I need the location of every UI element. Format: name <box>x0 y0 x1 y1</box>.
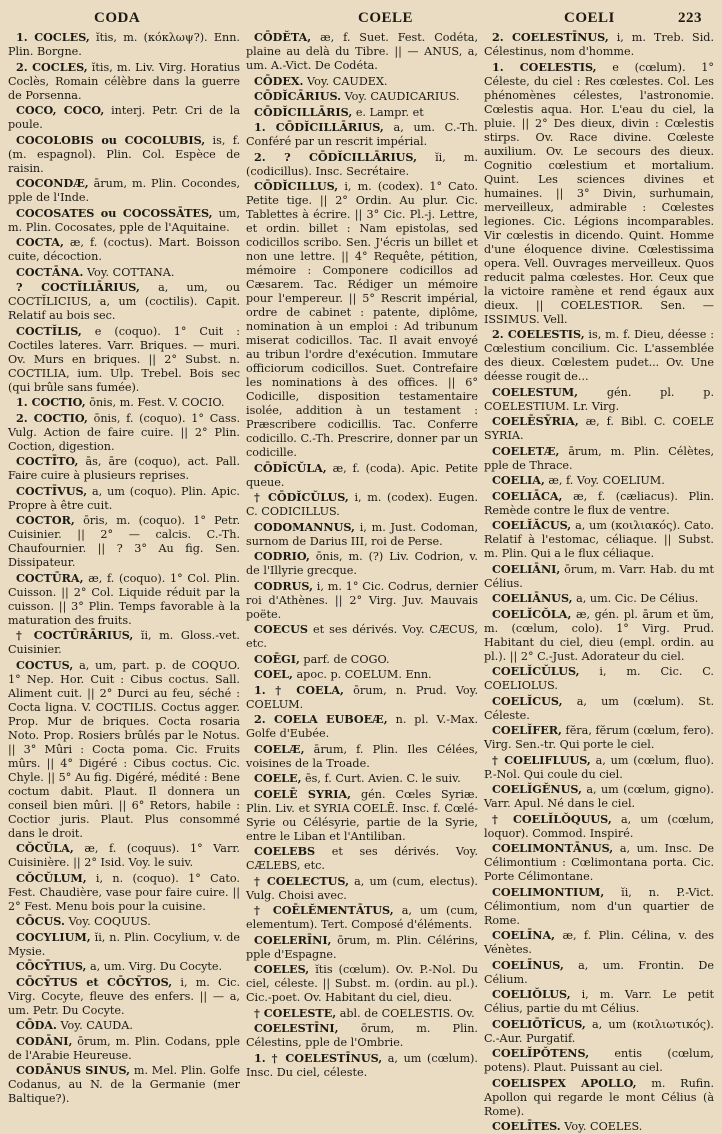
entry-headword: CŌDĬCILLUS, <box>254 179 339 193</box>
entry-headword: 1. COCLES, <box>16 30 90 44</box>
entry-headword: COELĬCUS, <box>492 693 563 708</box>
dictionary-entry <box>484 987 714 1016</box>
dictionary-entry <box>484 591 714 606</box>
entry-definition: a, um, ou COCTĬLICIUS, a, um (coctilis). Capit. Relatif au bois sec. <box>8 281 240 322</box>
dictionary-entry <box>8 571 240 628</box>
header-right-word: COELI <box>564 10 615 26</box>
entry-headword: COELIŎLUS, <box>492 987 571 1001</box>
entry-headword: COELĒ SYRIA, <box>254 786 352 801</box>
entry-definition: æ, f. (coquus). 1° Varr. Cuisinière. || 2° Isid. Voy. le suiv. <box>8 842 240 869</box>
dictionary-entry <box>484 30 714 59</box>
entry-definition: apoc. p. COELUM. Enn. <box>296 668 432 681</box>
dictionary-entry <box>8 454 240 483</box>
entry-headword: COELĒSȲRIA, <box>492 414 579 428</box>
dictionary-entry <box>8 959 240 974</box>
entry-headword: CODRUS, <box>254 578 313 593</box>
entry-headword: COCONDÆ, <box>16 176 89 190</box>
entry-definition: is, f. (m. espagnol). Plin. Col. Espèce de raisin. <box>8 133 240 175</box>
dictionary-entry <box>8 176 240 205</box>
entry-headword: CODOMANNUS, <box>254 519 355 534</box>
dictionary-entry <box>484 60 714 327</box>
entry-definition: e (coquo). 1° Cuit : Coctiles lateres. Varr. Briques. — muri. Ov. Murs en briques. || 2° Subst. n. COCTILIA, ium. Ulp. Trebel. Bois sec (qui brûle sans fumée). <box>8 324 240 394</box>
dictionary-entry <box>246 844 478 873</box>
header-center-word: COELE <box>358 10 414 26</box>
entry-headword: COELĬFER, <box>492 723 562 737</box>
dictionary-entry <box>484 1119 714 1134</box>
dictionary-entry <box>484 414 714 443</box>
entry-headword: COELĬPŎTENS, <box>492 1046 590 1060</box>
entry-headword: COELIMONTĀNUS, <box>492 841 614 855</box>
entry-headword: COEL, <box>254 667 293 681</box>
dictionary-entry <box>484 885 714 928</box>
column-right <box>484 30 715 1133</box>
entry-definition: ōris, m. (coquo). 1° Petr. Cuisinier. || 2° — calcis. C.-Th. Chaufournier. || ? 3° Au fig. Sen. Dissipateur. <box>8 514 241 569</box>
entry-headword: † COELĬLŎQUUS, <box>492 811 612 826</box>
entry-definition: Voy. COQUUS. <box>68 915 151 928</box>
dictionary-entry <box>8 628 240 657</box>
header-left-word: CODA <box>94 10 141 26</box>
dictionary-entry <box>246 1051 478 1080</box>
entry-definition: æ, f. (coctus). Mart. Boisson cuite, décoction. <box>8 236 240 263</box>
entry-definition: ārum, m. Plin. Célètes, pple de Thrace. <box>484 444 714 472</box>
entry-definition: a, um. Insc. De Célimontium : Cœlimontana porta. Cic. Porte Célimontane. <box>484 842 714 883</box>
dictionary-entry <box>246 962 478 1005</box>
dictionary-entry <box>246 652 478 667</box>
dictionary-entry <box>246 105 478 120</box>
entry-headword: COELÆ, <box>254 741 305 756</box>
dictionary-entry <box>246 74 478 89</box>
dictionary-entry <box>484 841 714 884</box>
dictionary-entry <box>8 914 240 929</box>
entry-definition: ōrum, n. Prud. Voy. COELUM. <box>246 683 479 711</box>
dictionary-entry <box>8 133 240 176</box>
dictionary-entry <box>8 103 240 132</box>
entry-headword: COCOSATES ou COCOSSĀTES, <box>16 205 213 220</box>
entry-headword: CŌDĬCILLĀRIS, <box>254 104 353 119</box>
dictionary-entry <box>8 206 240 235</box>
entry-definition: ārum, f. Plin. Iles Célées, voisines de la Troade. <box>246 742 478 770</box>
entry-headword: COELĪNUS, <box>492 957 564 972</box>
entry-headword: COCTĪTO, <box>16 454 79 468</box>
entry-definition: æ, f. Voy. COELIUM. <box>548 474 665 487</box>
entry-definition: a, um. Cic. De Célius. <box>576 592 699 605</box>
entry-headword: COCTĪVUS, <box>16 483 88 498</box>
entry-headword: COCTA, <box>16 235 64 249</box>
entry-definition: æ, f. Bibl. C. COELE SYRIA. <box>484 415 714 442</box>
entry-headword: COELĬCŎLA, <box>492 606 572 621</box>
entry-definition: i, m. Cic. C. COELIOLUS. <box>484 665 714 692</box>
dictionary-entry <box>8 30 240 59</box>
entry-headword: CODĀNI, <box>16 1033 73 1048</box>
entry-headword: CŎCŬLA, <box>16 841 74 855</box>
entry-definition: i, m. Treb. Sid. Célestinus, nom d'homme. <box>484 31 715 58</box>
dictionary-entry <box>246 874 478 903</box>
entry-headword: COELIŌTĬCUS, <box>492 1016 586 1031</box>
entry-headword: 2. ? CŌDĬCILLĀRIUS, <box>254 149 418 164</box>
dictionary-entry <box>246 30 478 73</box>
entry-definition: a, um (κοιλιωτικός). C.-Aur. Purgatif. <box>484 1017 714 1045</box>
dictionary-entry <box>246 89 478 104</box>
entry-definition: ĭtis, m. Liv. Virg. Horatius Coclès, Romain célèbre dans la guerre de Porsenna. <box>8 60 240 102</box>
entry-definition: ēs, f. Curt. Avien. C. le suiv. <box>305 772 461 785</box>
dictionary-entry <box>8 324 240 395</box>
entry-headword: 2. COELESTIS, <box>492 327 585 341</box>
entry-headword: CŌDEX. <box>254 73 304 88</box>
entry-headword: COELIĀNI, <box>492 561 561 576</box>
entry-headword: COELĬĂCUS, <box>492 518 572 532</box>
entry-definition: ōnis, m. Fest. V. COCIO. <box>89 396 225 409</box>
entry-definition: ĭi, n. Plin. Cocylium, v. de Mysie. <box>8 930 241 958</box>
dictionary-entry <box>8 513 240 570</box>
dictionary-entry <box>246 1021 478 1050</box>
entry-definition: æ, f. Plin. Célina, v. des Vénètes. <box>484 929 715 956</box>
entry-headword: COCTŪRA, <box>16 570 84 585</box>
entry-headword: COELĪTES. <box>492 1119 561 1133</box>
entry-definition: æ, f. (coda). Apic. Petite queue. <box>246 461 478 489</box>
entry-definition: fĕra, fĕrum (cœlum, fero). Virg. Sen.-tr. Qui porte le ciel. <box>484 724 714 751</box>
dictionary-entry <box>8 484 240 513</box>
entry-headword: CŌDĬCŬLA, <box>254 460 327 475</box>
entry-headword: COELĬGĔNUS, <box>492 782 582 796</box>
entry-headword: CŌCȲTUS et CŌCȲTOS, <box>16 974 173 989</box>
entry-definition: ĭtis, m. (κόκλωψ?). Enn. Plin. Borgne. <box>8 31 240 58</box>
entry-definition: e. Lampr. et <box>355 105 424 119</box>
entry-headword: CŌDĬCĀRIUS. <box>254 89 342 103</box>
entry-headword: COCTĬLIS, <box>16 323 82 338</box>
dictionary-entry <box>246 903 478 932</box>
entry-definition: ĭi, m. Gloss.-vet. Cuisinier. <box>8 629 240 656</box>
entry-definition: a, um (κοιλιακός). Cato. Relatif à l'estomac, céliaque. || Subst. m. Plin. Qui a le flux céliaque. <box>484 519 714 560</box>
dictionary-entry <box>484 444 714 473</box>
entry-definition: ĭi, m. (codicillus). Insc. Secrétaire. <box>246 150 479 178</box>
entry-headword: COELISPEX APOLLO, <box>492 1075 637 1090</box>
entry-headword: COCO, COCO, <box>16 103 105 117</box>
dictionary-entry <box>484 812 714 841</box>
entry-headword: COELIMONTIUM, <box>492 884 605 899</box>
entry-definition: Voy. CAUDEX. <box>307 74 388 88</box>
entry-definition: et ses dérivés. Voy. CÆLEBS, etc. <box>246 845 478 872</box>
dictionary-entry <box>8 658 240 841</box>
dictionary-entry <box>246 742 478 771</box>
entry-headword: CODĀNUS SINUS, <box>16 1063 131 1077</box>
entry-definition: æ, f. Suet. Fest. Codéta, plaine au delà du Tibre. || — ANUS, a, um. A.-Vict. De Codéta. <box>246 31 479 72</box>
entry-definition: ōnis, f. (coquo). 1° Cass. Vulg. Action de faire cuire. || 2° Plin. Coction, digestion. <box>8 411 240 453</box>
entry-headword: CŌDĔTA, <box>254 30 312 44</box>
entry-definition: i, m. (codex). 1° Cato. Petite tige. || 2° Ordin. Au plur. Cic. Tablettes à écrire. || 3° Cic. Pl.-j. Lettre, et ordin. billet : Nam epistolas, sed codicillos scribo. Sen. J'écris un billet et non une lettre. || 4° Requête, pétition, mémoire : Componere codicillos ad Cæsarem. Tac. Rédiger un mémoire pour l'empereur. || 5° Rescrit impérial, ordre de cabinet : patente, diplôme, nomination à un emploi : Ad tribunum miserat codicillos. Tac. Il avait envoyé au tribun l'ordre d'exécution. Immutare officiorum codicillos. Suet. Contrefaire les nominations à des offices. || 6° Codicille, disposition testamentaire isolée, addition à un testament : Præscribere codicillis. Tac. Conferre codicillo. C.-Th. Prescrire, donner par un codicille. <box>246 180 478 459</box>
dictionary-entry <box>246 490 478 519</box>
entry-definition: a, um (cœlum, gigno). Varr. Apul. Né dans le ciel. <box>484 783 714 810</box>
entry-definition: a, um (cœlum, loquor). Commod. Inspiré. <box>484 812 715 840</box>
entry-definition: ōrum, m. Plin. Codans, pple de l'Arabie Heureuse. <box>8 1034 240 1062</box>
dictionary-entry <box>246 520 478 549</box>
entry-headword: COELĬCŬLUS, <box>492 664 580 678</box>
dictionary-entry <box>484 385 714 414</box>
entry-definition: a, um (cum, electus). Vulg. Choisi avec. <box>246 874 478 902</box>
entry-definition: a, um (cum, elementum). Tert. Composé d'éléments. <box>246 904 478 931</box>
dictionary-entry <box>484 489 714 518</box>
entry-headword: COELESTUM, <box>492 384 579 399</box>
entry-definition: m. Mel. Plin. Golfe Codanus, au N. de la Germanie (mer Baltique?). <box>8 1064 240 1105</box>
entry-headword: COĒGI, <box>254 651 300 666</box>
dictionary-entry <box>484 607 714 664</box>
dictionary-entry <box>246 667 478 682</box>
dictionary-entry <box>8 280 240 323</box>
dictionary-entry <box>246 549 478 578</box>
entry-definition: ōrum, m. Varr. Hab. du mt Célius. <box>484 562 714 590</box>
dictionary-entry <box>484 958 714 987</box>
dictionary-entry <box>484 723 714 752</box>
entry-headword: † COELIFLUUS, <box>492 752 591 767</box>
entry-definition: et ses dérivés. Voy. CÆCUS, etc. <box>246 623 478 650</box>
dictionary-entry <box>484 753 714 782</box>
entry-definition: a, um (cœlum). Insc. Du ciel, céleste. <box>246 1051 478 1079</box>
dictionary-entry <box>484 1017 714 1046</box>
dictionary-entry <box>484 562 714 591</box>
entry-headword: † COCTŪRĀRIUS, <box>16 628 134 642</box>
entry-headword: ? COCTĬLIĀRIUS, <box>16 280 140 294</box>
entry-definition: Voy. COELES. <box>564 1120 643 1133</box>
entry-headword: † CŌDĬCŬLUS, <box>254 490 349 504</box>
entry-definition: æ, gén. pl. ārum et ŭm, m. (cœlum, colo). 1° Virg. Prud. Habitant du ciel, dieu (empl. ordin. au pl.). || 2° C.-Just. Adorateur du ciel. <box>484 607 715 663</box>
dictionary-entry <box>484 1076 714 1119</box>
text-columns <box>8 30 715 1133</box>
entry-headword: COELEBS <box>254 844 316 858</box>
dictionary-entry <box>8 60 240 103</box>
column-left <box>8 30 241 1105</box>
entry-definition: i, m. 1° Cic. Codrus, dernier roi d'Athènes. || 2° Virg. Juv. Mauvais poëte. <box>246 579 478 621</box>
dictionary-entry <box>8 930 240 959</box>
running-header <box>8 6 714 28</box>
entry-headword: COCOLOBIS ou COCOLUBIS, <box>16 132 206 147</box>
entry-headword: COELĪNA, <box>492 928 556 942</box>
dictionary-entry <box>8 1034 240 1063</box>
entry-definition: gén. pl. p. COELESTIUM. Lr. Virg. <box>484 385 714 413</box>
entry-headword: 1. † COELA, <box>254 682 344 697</box>
entry-definition: a, um, part. p. de COQUO. 1° Nep. Hor. Cuit : Cibus coctus. Sall. Aliment cuit. || 2° Durci au feu, séché : Cocta ligna. V. COCTILIS. Coctus agger. Prop. Mur de briques. Cocta rosaria Noto. Prop. Rosiers brûlés par le Notus. || 3° Mûri : Cocta poma. Cic. Fruits mûrs. || 4° Digéré : Cibus coctus. Cic. Chyle. || 5° Au fig. Digéré, médité : Bene coctum dabit. Plaut. Il donnera un conseil bien mûri. || 6° Retors, habile : Coctior juris. Plaut. Plus consommé dans le droit. <box>8 658 240 840</box>
dictionary-entry <box>246 150 478 179</box>
dictionary-entry <box>8 1063 240 1106</box>
entry-headword: CŎCŬLUM, <box>16 870 87 885</box>
entry-definition: m. Rufin. Apollon qui regarde le mont Célius (à Rome). <box>484 1076 714 1118</box>
dictionary-entry <box>246 1006 478 1021</box>
entry-headword: CŌCȲTIUS, <box>16 959 87 973</box>
entry-definition: um, m. Plin. Cocosates, pple de l'Aquitaine. <box>8 206 240 234</box>
entry-definition: a, um (coquo). Plin. Apic. Propre à être cuit. <box>8 484 240 512</box>
entry-headword: COCYLIUM, <box>16 929 91 944</box>
dictionary-entry <box>484 1046 714 1075</box>
entry-headword: 2. COELESTĪNUS, <box>492 30 609 44</box>
entry-definition: Voy. COTTANA. <box>86 265 175 279</box>
entry-headword: 1. COCTIO, <box>16 395 86 409</box>
entry-headword: COELIA, <box>492 473 545 487</box>
entry-definition: ōrum, m. Plin. Célestins, pple de l'Ombrie. <box>246 1022 478 1049</box>
entry-headword: 1. † COELESTĪNUS, <box>254 1050 383 1065</box>
entry-headword: COELES, <box>254 962 310 976</box>
entry-definition: ārum, m. Plin. Cocondes, pple de l'Inde. <box>8 177 241 204</box>
entry-definition: æ, f. (coquo). 1° Col. Plin. Cuisson. || 2° Col. Liquide réduit par la cuisson. || 3° Plin. Temps favorable à la maturation des fruits. <box>8 571 240 627</box>
entry-headword: CŌCUS. <box>16 914 65 928</box>
entry-definition: i, n. (coquo). 1° Cato. Fest. Chaudière, vase pour faire cuire. || 2° Fest. Menu bois pour la cuisine. <box>8 871 240 913</box>
entry-definition: is, m. f. Dieu, déesse : Cœlestium concilium. Cic. L'assemblée des dieux. Cœlestem pudet... Ov. Une déesse rougit de... <box>484 328 714 383</box>
entry-definition: a, um (cœlum, fluo). P.-Nol. Qui coule du ciel. <box>484 753 715 781</box>
dictionary-entry <box>8 1018 240 1033</box>
entry-definition: gén. Cœles Syriæ. Plin. Liv. et SYRIA COELĒ. Insc. f. Cœlé-Syrie ou Célésyrie, partie de la Syrie, entre le Liban et l'Antiliban. <box>246 787 479 843</box>
entry-definition: interj. Petr. Cri de la poule. <box>8 104 240 131</box>
dictionary-entry <box>484 782 714 811</box>
dictionary-entry <box>484 928 714 957</box>
entry-definition: ās, āre (coquo), act. Pall. Faire cuire à plusieurs reprises. <box>8 455 240 482</box>
entry-definition: a, um. Virg. Du Cocyte. <box>90 960 223 973</box>
entry-headword: COCTĀNA. <box>16 264 84 279</box>
entry-headword: COELIĀCA, <box>492 488 563 503</box>
page-number: 223 <box>678 10 702 26</box>
entry-definition: abl. de COELESTIS. Ov. <box>339 1006 475 1020</box>
entry-definition: e (cœlum). 1° Céleste, du ciel : Res cœlestes. Col. Les phénomènes célestes, l'astronomie. Cœlestis aqua. Hor. L'eau du ciel, la pluie. || 2° Des dieux, divin : Cœlestis stirps. Ov. Race divine. Cœleste auxilium. Ov. Le secours des dieux. Cognitio cœlestium et mortalium. Quint. Les sciences divines et humaines. || 3° Divin, surhumain, merveilleux, admirable : Cœlestes legiones. Cic. Légions incomparables. Vir cœlestis in dicendo. Quint. Homme d'une éloquence divine. Cœlestissima opera. Vell. Ouvrages merveilleux. Quos reducit palma cœlestes. Hor. Ceux que la victoire ramène et rend égaux aux dieux. || COELESTIOR. Sen. — ISSIMUS. Vell. <box>484 60 714 326</box>
dictionary-entry <box>246 787 478 844</box>
entry-definition: ōrum, m. Plin. Célérins, pple d'Espagne. <box>246 933 478 961</box>
entry-headword: COELE, <box>254 771 302 785</box>
entry-headword: † COELECTUS, <box>254 873 350 888</box>
entry-headword: 2. COELA EUBOEÆ, <box>254 712 388 726</box>
dictionary-entry <box>484 518 714 561</box>
entry-definition: i, m. Just. Codoman, surnom de Darius III, roi de Perse. <box>246 520 478 548</box>
column-middle <box>246 30 478 1079</box>
entry-definition: a, um (cœlum). St. Céleste. <box>484 694 714 722</box>
dictionary-entry <box>8 411 240 454</box>
dictionary-entry <box>8 975 240 1018</box>
dictionary-entry <box>484 473 714 488</box>
dictionary-entry <box>246 461 478 490</box>
entry-definition: i, m. Cic. Virg. Cocyte, fleuve des enfers. || — a, um. Petr. Du Cocyte. <box>8 975 240 1017</box>
entry-definition: n. pl. V.-Max. Golfe d'Eubée. <box>246 713 478 740</box>
entry-definition: ĭtis (cœlum). Ov. P.-Nol. Du ciel, céleste. || Subst. m. (ordin. au pl.). Cic.-poet. Ov. Habitant du ciel, dieu. <box>246 963 478 1004</box>
entry-headword: † COELESTE, <box>254 1005 337 1020</box>
entry-headword: COCTUS, <box>16 657 74 672</box>
dictionary-entry <box>8 265 240 280</box>
dictionary-entry <box>246 712 478 741</box>
dictionary-entry <box>8 395 240 410</box>
entry-headword: COCTOR, <box>16 513 75 527</box>
dictionary-entry <box>246 120 478 149</box>
dictionary-entry <box>246 579 478 622</box>
entry-headword: COELETÆ, <box>492 443 560 458</box>
dictionary-entry <box>246 683 478 712</box>
entry-headword: 2. COCTIO, <box>16 410 88 425</box>
entry-headword: 1. COELESTIS, <box>492 59 597 74</box>
dictionary-entry <box>484 694 714 723</box>
entry-definition: i, m. Varr. Le petit Célius, partie du mt Célius. <box>484 988 715 1015</box>
entry-definition: Voy. CAUDICARIUS. <box>344 90 460 103</box>
dictionary-entry <box>8 235 240 264</box>
entry-definition: ĭi, n. P.-Vict. Célimontium, nom d'un quartier de Rome. <box>484 885 714 927</box>
dictionary-entry <box>246 771 478 786</box>
entry-headword: COELIĀNUS, <box>492 591 573 605</box>
entry-definition: Voy. CAUDA. <box>60 1019 133 1032</box>
entry-headword: COELESTĪNI, <box>254 1021 339 1035</box>
entry-definition: a, um. Frontin. De Célium. <box>484 958 714 986</box>
dictionary-entry <box>484 327 714 384</box>
dictionary-entry <box>246 622 478 651</box>
entry-headword: CODRIO, <box>254 549 310 563</box>
entry-definition: ōnis, m. (?) Liv. Codrion, v. de l'Illyrie grecque. <box>246 550 478 577</box>
entry-definition: æ, f. (cæliacus). Plin. Remède contre le flux de ventre. <box>484 489 715 517</box>
entry-headword: 2. COCLES, <box>16 59 88 74</box>
dictionary-entry <box>8 871 240 914</box>
dictionary-entry <box>246 179 478 460</box>
dictionary-entry <box>246 933 478 962</box>
entry-headword: CŌDA. <box>16 1018 57 1032</box>
entry-headword: 1. CŌDĬCILLĀRIUS, <box>254 120 384 134</box>
entry-definition: entis (cœlum, potens). Plaut. Puissant au ciel. <box>484 1047 714 1074</box>
entry-definition: a, um. C.-Th. Conféré par un rescrit impérial. <box>246 121 478 148</box>
dictionary-entry <box>8 841 240 870</box>
entry-definition: i, m. (codex). Eugen. C. CODICILLUS. <box>246 491 478 518</box>
entry-headword: COELERĪNI, <box>254 932 332 947</box>
entry-definition: parf. de COGO. <box>303 652 390 666</box>
entry-headword: COECUS <box>254 622 308 636</box>
entry-headword: † COĒLĔMENTĀTUS, <box>254 903 394 917</box>
dictionary-entry <box>484 664 714 693</box>
